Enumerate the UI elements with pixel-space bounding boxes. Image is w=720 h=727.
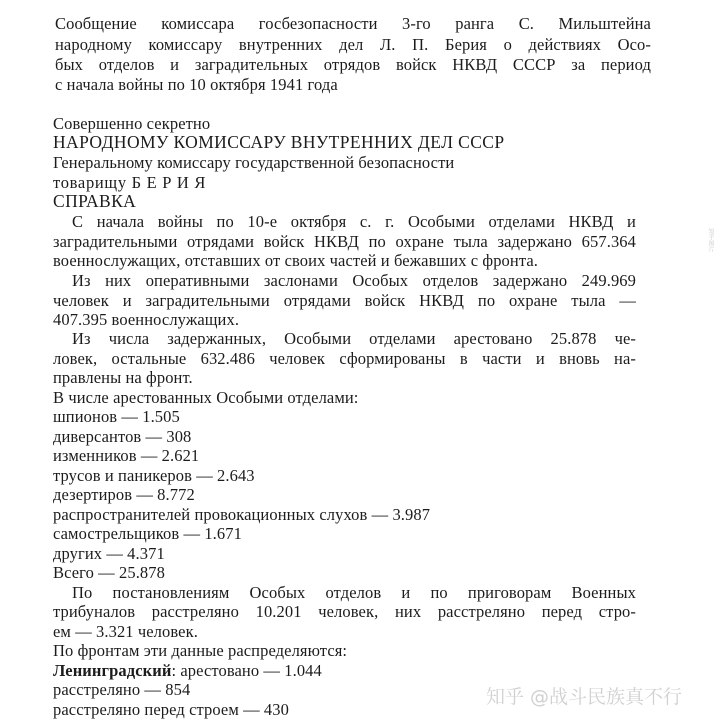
front-name: Ленинградский — [53, 661, 172, 680]
paragraph-line: ловек, остальные 632.486 человек сформированы в части и вновь на- — [53, 349, 636, 368]
arrested-count: : арестовано — 1.044 — [171, 661, 322, 680]
addressee: НАРОДНОМУ КОМИССАРУ ВНУТРЕННИХ ДЕЛ СССР — [53, 132, 505, 152]
shot-count: расстреляно — 854 — [53, 680, 191, 699]
shot-before-line-count: расстреляно перед строем — 430 — [53, 700, 289, 719]
list-item: дезертиров — 8.772 — [53, 485, 195, 504]
margin-watermark: 知乎图片 — [707, 228, 714, 252]
paragraph-line: человек и заградительными отрядами войск НКВД по охране тыла — — [53, 291, 636, 310]
paragraph-line: 407.395 военнослужащих. — [53, 310, 240, 329]
paragraph-line: С начала войны по 10-е октября с. г. Особыми отделами НКВД и — [72, 212, 636, 231]
front-line — [53, 661, 322, 680]
title-line: бых отделов и заградительных отрядов войск НКВД СССР за период — [55, 55, 651, 74]
title-line: народному комиссару внутренних дел Л. П. Берия о действиях Осо- — [55, 35, 651, 54]
list-item: трусов и паникеров — 2.643 — [53, 466, 255, 485]
paragraph-line: заградительными отрядами войск НКВД по охране тыла задержано 657.364 — [53, 232, 636, 251]
fronts-intro: По фронтам эти данные распределяются: — [53, 641, 348, 660]
document-type: СПРАВКА — [53, 191, 137, 211]
list-item: других — 4.371 — [53, 544, 165, 563]
addressee-name: товарищу Б Е Р И Я — [53, 173, 207, 192]
list-total: Всего — 25.878 — [53, 563, 165, 582]
paragraph-line: трибуналов расстреляно 10.201 человек, них расстреляно перед стро- — [53, 602, 636, 621]
title-line: Сообщение комиссара госбезопасности 3-го ранга С. Мильштейна — [55, 14, 651, 33]
list-item: распространителей провокационных слухов — 3.987 — [53, 505, 431, 524]
list-item: изменников — 2.621 — [53, 446, 200, 465]
paragraph-line: правлены на фронт. — [53, 368, 193, 387]
list-item: диверсантов — 308 — [53, 427, 192, 446]
title-line: с начала войны по 10 октября 1941 года — [55, 75, 338, 94]
paragraph-line: ем — 3.321 человек. — [53, 622, 198, 641]
paragraph-line: военнослужащих, отставших от своих частей и бежавших с фронта. — [53, 251, 538, 270]
paragraph-line: Из них оперативными заслонами Особых отделов задержано 249.969 — [72, 271, 636, 290]
classification-stamp: Совершенно секретно — [53, 114, 211, 133]
list-intro: В числе арестованных Особыми отделами: — [53, 388, 359, 407]
list-item: самострельщиков — 1.671 — [53, 524, 242, 543]
paragraph-line: Из числа задержанных, Особыми отделами арестовано 25.878 че- — [72, 329, 636, 348]
addressee-position: Генеральному комиссару государственной безопасности — [53, 153, 455, 172]
paragraph-line: По постановлениям Особых отделов и по приговорам Военных — [72, 583, 636, 602]
watermark: 知乎 @战斗民族真不行 — [486, 686, 683, 708]
list-item: шпионов — 1.505 — [53, 407, 180, 426]
